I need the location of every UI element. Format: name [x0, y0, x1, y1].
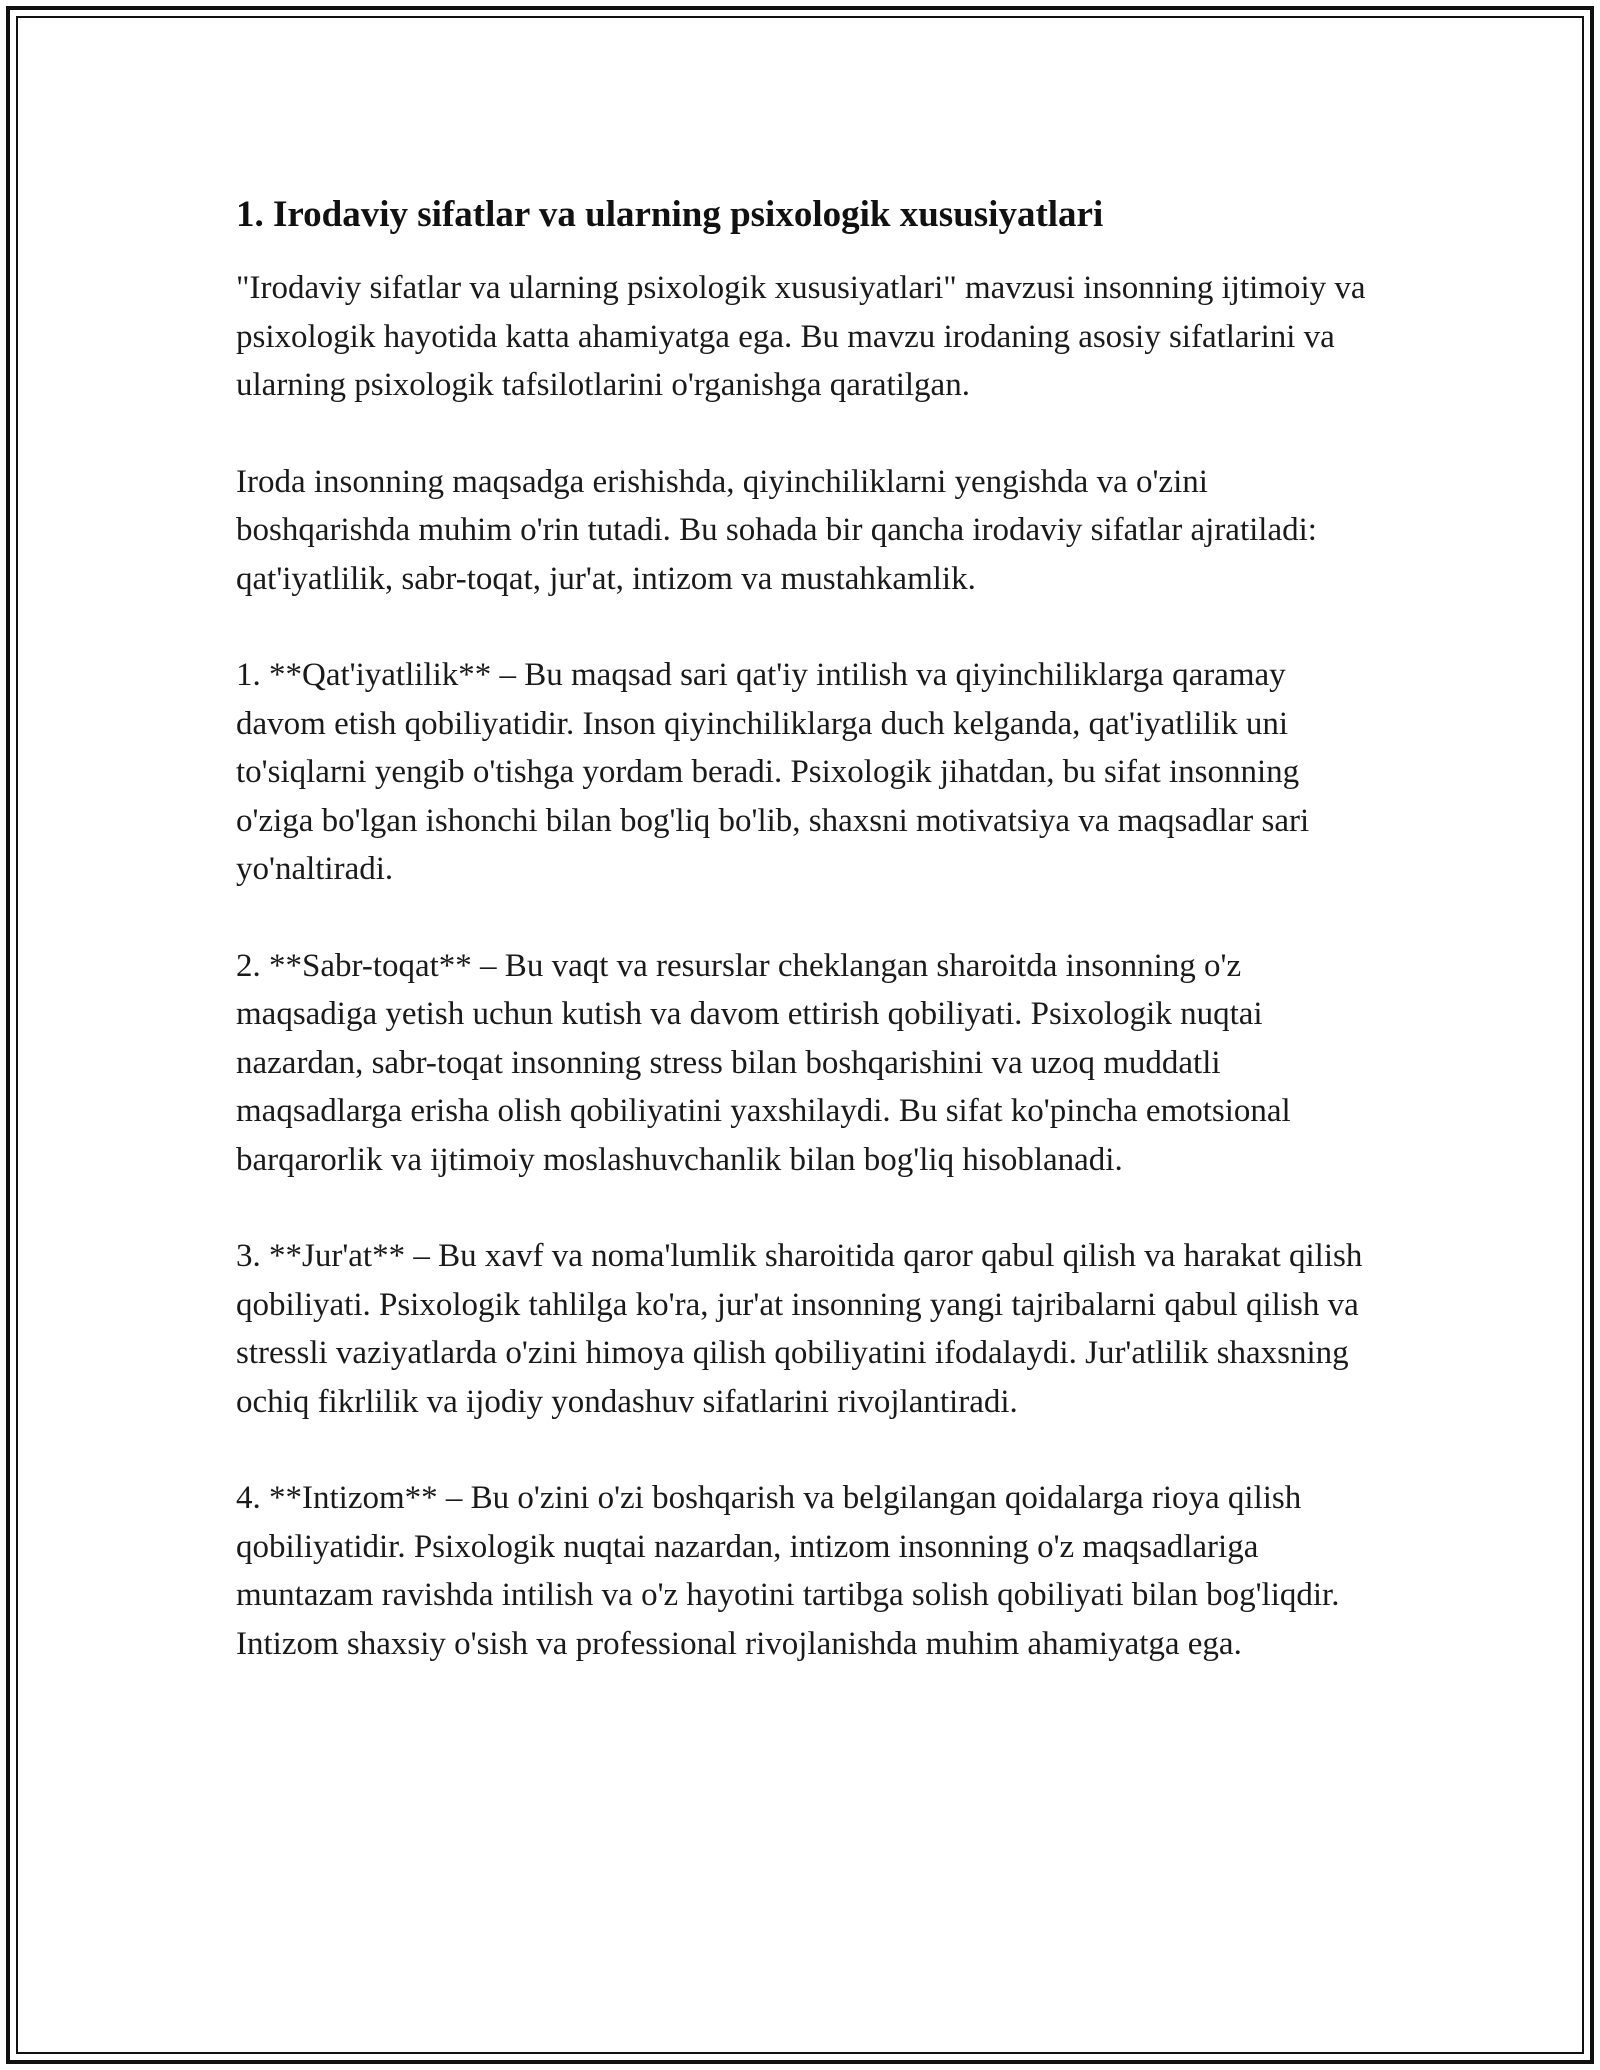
discipline-paragraph: 4. **Intizom** – Bu o'zini o'zi boshqarish va belgilangan qoidalarga rioya qilish qobiliyatidir. Psixologik nuqtai nazardan, intizom insonning o'z maqsadlariga muntazam ravishda intilish va o'z hayotini tartibga solish qobiliyati bilan bog'liqdir. Intizom shaxsiy o'sish va professional rivojlanishda muhim ahamiyatga ega. [236, 1480, 1340, 1662]
section-heading: 1. Irodaviy sifatlar va ularning psixologik xususiyatlari [236, 194, 1104, 235]
document-body [236, 186, 1366, 1716]
patience-paragraph: 2. **Sabr-toqat** – Bu vaqt va resurslar cheklangan sharoitda insonning o'z maqsadiga yetish uchun kutish va davom ettirish qobiliyati. Psixologik nuqtai nazardan, sabr-toqat insonning stress bilan boshqarishini va uzoq muddatli maqsadlarga erisha olish qobiliyatini yaxshilaydi. Bu sifat ko'pincha emotsional barqarorlik va ijtimoiy moslashuvchanlik bilan bog'liq hisoblanadi. [236, 947, 1291, 1178]
courage-paragraph: 3. **Jur'at** – Bu xavf va noma'lumlik sharoitida qaror qabul qilish va harakat qilish qobiliyati. Psixologik tahlilga ko'ra, jur'at insonning yangi tajribalarni qabul qilish va stressli vaziyatlarda o'zini himoya qilish qobiliyatini ifodalaydi. Jur'atlilik shaxsning ochiq fikrlilik va ijodiy yondashuv sifatlarini rivojlantiradi. [236, 1238, 1363, 1420]
intro-paragraph: "Irodaviy sifatlar va ularning psixologik xususiyatlari" mavzusi insonning ijtimoiy va psixologik hayotida katta ahamiyatga ega. Bu mavzu irodaning asosiy sifatlarini va ularning psixologik tafsilotlarini o'rganishga qaratilgan. [236, 270, 1366, 403]
determination-paragraph: 1. **Qat'iyatlilik** – Bu maqsad sari qat'iy intilish va qiyinchiliklarga qaramay davom etish qobiliyatidir. Inson qiyinchiliklarga duch kelganda, qat'iyatlilik uni to'siqlarni yengib o'tishga yordam beradi. Psixologik jihatdan, bu sifat insonning o'ziga bo'lgan ishonchi bilan bog'liq bo'lib, shaxsni motivatsiya va maqsadlar sari yo'naltiradi. [236, 657, 1310, 887]
will-overview-paragraph: Iroda insonning maqsadga erishishda, qiyinchiliklarni yengishda va o'zini boshqarishda muhim o'rin tutadi. Bu sohada bir qancha irodaviy sifatlar ajratiladi: qat'iyatlilik, sabr-toqat, jur'at, intizom va mustahkamlik. [236, 463, 1317, 597]
